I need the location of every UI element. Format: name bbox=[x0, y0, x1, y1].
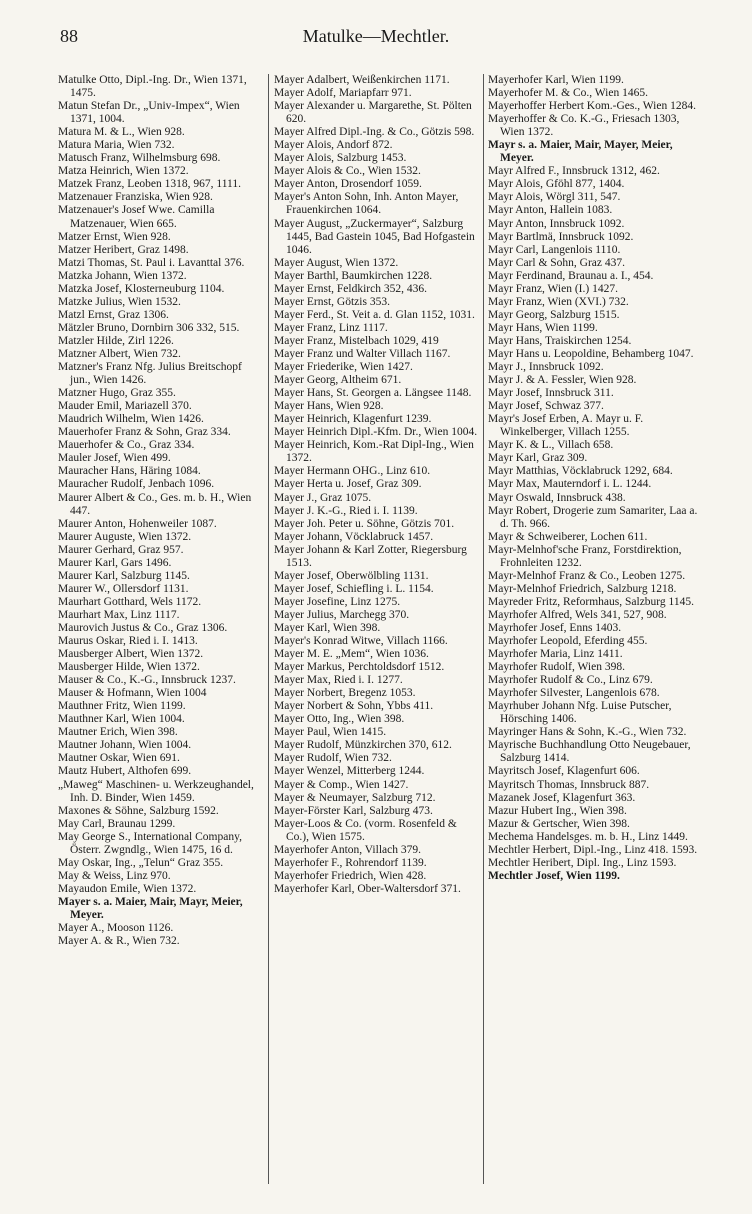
directory-entry: Mautner Erich, Wien 398. bbox=[58, 726, 178, 739]
directory-entry: Mauthner Fritz, Wien 1199. bbox=[58, 700, 186, 713]
directory-entry: Mayer's Anton Sohn, Inh. Anton Mayer, Frauenkirchen 1064. bbox=[274, 191, 459, 217]
directory-entry: Mayerhofer M. & Co., Wien 1465. bbox=[488, 87, 648, 100]
directory-entry: Mayer Franz, Mistelbach 1029, 419 bbox=[274, 334, 439, 347]
directory-entry: Mayer Friederike, Wien 1427. bbox=[274, 361, 413, 374]
directory-entry: Mausberger Hilde, Wien 1372. bbox=[58, 661, 200, 674]
directory-entry: Mayer Heinrich Dipl.-Kfm. Dr., Wien 1004. bbox=[274, 426, 478, 439]
directory-entry: Mayer & Neumayer, Salzburg 712. bbox=[274, 791, 436, 804]
directory-entry: Maurer Karl, Gars 1496. bbox=[58, 556, 172, 569]
directory-entry: Mayer Johann & Karl Zotter, Riegersburg 1513. bbox=[274, 543, 467, 569]
directory-entry: Maurhart Gotthard, Wels 1172. bbox=[58, 595, 202, 608]
directory-entry: Mayer Rudolf, Münzkirchen 370, 612. bbox=[274, 739, 452, 752]
directory-entry: Matza Heinrich, Wien 1372. bbox=[58, 165, 189, 178]
directory-entry: Mayrhofer Rudolf & Co., Linz 679. bbox=[488, 674, 653, 687]
directory-entry: Matzi Thomas, St. Paul i. Lavanttal 376. bbox=[58, 256, 245, 269]
directory-entry: Mayer Julius, Marchegg 370. bbox=[274, 608, 410, 621]
directory-entry: Mayr Josef, Schwaz 377. bbox=[488, 400, 604, 413]
directory-entry: Mayringer Hans & Sohn, K.-G., Wien 732. bbox=[488, 726, 687, 739]
directory-entry: Mayrhofer Leopold, Eferding 455. bbox=[488, 635, 648, 648]
directory-entry: May Carl, Braunau 1299. bbox=[58, 817, 176, 830]
directory-entry: Mayr Anton, Innsbruck 1092. bbox=[488, 217, 625, 230]
directory-entry: Mayer August, „Zuckermayer“, Salzburg 1445, Bad Gastein 1045, Bad Hofgastein 1046. bbox=[274, 217, 475, 256]
directory-entry: Mayr K. & L., Villach 658. bbox=[488, 439, 614, 452]
directory-entry: Mayer A. & R., Wien 732. bbox=[58, 935, 180, 948]
directory-entry: Maurer W., Ollersdorf 1131. bbox=[58, 582, 189, 595]
directory-entry: Mayrhofer Maria, Linz 1411. bbox=[488, 648, 623, 661]
directory-entry: Mayer Barthl, Baumkirchen 1228. bbox=[274, 269, 433, 282]
directory-entry: Mayer & Comp., Wien 1427. bbox=[274, 778, 409, 791]
directory-entry: Mayer Franz, Linz 1117. bbox=[274, 321, 388, 334]
directory-entry: Mauthner Karl, Wien 1004. bbox=[58, 713, 185, 726]
page-header bbox=[0, 0, 752, 60]
directory-entry: Mauerhofer Franz & Sohn, Graz 334. bbox=[58, 426, 231, 439]
directory-entry: Mayer Otto, Ing., Wien 398. bbox=[274, 713, 405, 726]
directory-entry: Mayer Heinrich, Klagenfurt 1239. bbox=[274, 413, 432, 426]
directory-entry: Mayer Alexander u. Margarethe, St. Pölten 620. bbox=[274, 100, 472, 126]
directory-entry: Mayerhoffer Herbert Kom.-Ges., Wien 1284. bbox=[488, 100, 696, 113]
directory-entry: Mayer Norbert & Sohn, Ybbs 411. bbox=[274, 700, 434, 713]
directory-entry: Mayaudon Emile, Wien 1372. bbox=[58, 882, 197, 895]
directory-entry: Mayer Hermann OHG., Linz 610. bbox=[274, 465, 431, 478]
directory-entry: Mayer Georg, Altheim 671. bbox=[274, 374, 402, 387]
directory-entry: Mauracher Hans, Häring 1084. bbox=[58, 465, 201, 478]
directory-entry: Mayritsch Josef, Klagenfurt 606. bbox=[488, 765, 640, 778]
directory-entry: Mayr Alois, Wörgl 311, 547. bbox=[488, 191, 621, 204]
directory-entry: Mayr Anton, Hallein 1083. bbox=[488, 204, 613, 217]
directory-entry: Mayer Hans, St. Georgen a. Längsee 1148. bbox=[274, 387, 472, 400]
directory-entry: Mayer M. E. „Mem“, Wien 1036. bbox=[274, 648, 429, 661]
directory-entry: Mayr Robert, Drogerie zum Samariter, Laa a. d. Th. 966. bbox=[488, 504, 698, 530]
directory-entry: Mayr Hans, Wien 1199. bbox=[488, 321, 598, 334]
directory-entry: Mayer's Konrad Witwe, Villach 1166. bbox=[274, 635, 448, 648]
directory-entry: Mazur & Gertscher, Wien 398. bbox=[488, 817, 630, 830]
directory-entry: Mechtler Josef, Wien 1199. bbox=[488, 869, 620, 882]
directory-entry: Matzner's Franz Nfg. Julius Breitschopf jun., Wien 1426. bbox=[58, 361, 242, 387]
directory-entry: Mayr Franz, Wien (XVI.) 732. bbox=[488, 295, 629, 308]
directory-entry: Mayer Ernst, Götzis 353. bbox=[274, 295, 390, 308]
directory-entry: Maxones & Söhne, Salzburg 1592. bbox=[58, 804, 219, 817]
directory-entry: Maurer Anton, Hohenweiler 1087. bbox=[58, 517, 217, 530]
directory-entry: Mausberger Albert, Wien 1372. bbox=[58, 648, 204, 661]
directory-entry: Matzner Albert, Wien 732. bbox=[58, 347, 181, 360]
directory-entry: May & Weiss, Linz 970. bbox=[58, 869, 171, 882]
directory-entry: Mayr Hans, Traiskirchen 1254. bbox=[488, 334, 632, 347]
directory-entry: Mayr's Josef Erben, A. Mayr u. F. Winkelberger, Villach 1255. bbox=[488, 413, 644, 439]
directory-entry: Mayr Alois, Gföhl 877, 1404. bbox=[488, 178, 625, 191]
directory-entry: Mazanek Josef, Klagenfurt 363. bbox=[488, 791, 636, 804]
directory-entry: Matulke Otto, Dipl.-Ing. Dr., Wien 1371, 1475. bbox=[58, 74, 247, 100]
directory-entry: Mayreder Fritz, Reformhaus, Salzburg 1145. bbox=[488, 595, 694, 608]
directory-entry: Maurhart Max, Linz 1117. bbox=[58, 608, 180, 621]
directory-entry: Mayrhuber Johann Nfg. Luise Putscher, Hörsching 1406. bbox=[488, 700, 672, 726]
directory-entry: Mayer-Förster Karl, Salzburg 473. bbox=[274, 804, 433, 817]
directory-entry: Mayer-Loos & Co. (vorm. Rosenfeld & Co.), Wien 1575. bbox=[274, 817, 457, 843]
directory-entry: Mayer Alfred Dipl.-Ing. & Co., Götzis 598. bbox=[274, 126, 475, 139]
directory-entry: „Maweg“ Maschinen- u. Werkzeughandel, Inh. D. Binder, Wien 1459. bbox=[58, 778, 254, 804]
directory-entry: Mayer Alois & Co., Wien 1532. bbox=[274, 165, 421, 178]
directory-entry: Mätzler Bruno, Dornbirn 306 332, 515. bbox=[58, 321, 240, 334]
page-title: Matulke—Mechtler. bbox=[302, 26, 450, 46]
directory-entry: Mayer Wenzel, Mitterberg 1244. bbox=[274, 765, 425, 778]
directory-entry: Mayr Hans u. Leopoldine, Behamberg 1047. bbox=[488, 347, 694, 360]
column-divider bbox=[483, 74, 484, 1184]
directory-entry: Mayer Franz und Walter Villach 1167. bbox=[274, 347, 451, 360]
directory-entry: Mayer Joh. Peter u. Söhne, Götzis 701. bbox=[274, 517, 455, 530]
directory-entry: Mayer Alois, Andorf 872. bbox=[274, 139, 393, 152]
directory-entry: Mayr Karl, Graz 309. bbox=[488, 452, 588, 465]
directory-entry: Maudrich Wilhelm, Wien 1426. bbox=[58, 413, 204, 426]
directory-entry: May Oskar, Ing., „Telun“ Graz 355. bbox=[58, 856, 224, 869]
directory-entry: Mayr Franz, Wien (I.) 1427. bbox=[488, 282, 618, 295]
directory-entry: Mayer Rudolf, Wien 732. bbox=[274, 752, 392, 765]
directory-entry: Matura Maria, Wien 732. bbox=[58, 139, 175, 152]
directory-entry: Mayrische Buchhandlung Otto Neugebauer, Salzburg 1414. bbox=[488, 739, 691, 765]
directory-entry: Mautz Hubert, Althofen 699. bbox=[58, 765, 192, 778]
directory-entry: Mayr Oswald, Innsbruck 438. bbox=[488, 491, 626, 504]
directory-entry: Mayer Markus, Perchtoldsdorf 1512. bbox=[274, 661, 445, 674]
directory-entry: Mayr Carl & Sohn, Graz 437. bbox=[488, 256, 626, 269]
column-divider bbox=[268, 74, 269, 1184]
directory-entry: Mauerhofer & Co., Graz 334. bbox=[58, 439, 195, 452]
directory-entry: Mayrhofer Rudolf, Wien 398. bbox=[488, 661, 625, 674]
directory-entry: Mayr Josef, Innsbruck 311. bbox=[488, 387, 614, 400]
directory-entry: Matzenauer's Josef Wwe. Camilla Matzenauer, Wien 665. bbox=[58, 204, 215, 230]
directory-entry: Mayerhoffer & Co. K.-G., Friesach 1303, Wien 1372. bbox=[488, 113, 680, 139]
directory-entry: Mechtler Herbert, Dipl.-Ing., Linz 418. 1593. bbox=[488, 843, 698, 856]
directory-entry: Mayr Matthias, Vöcklabruck 1292, 684. bbox=[488, 465, 673, 478]
directory-entry: Mayr J., Innsbruck 1092. bbox=[488, 361, 604, 374]
directory-entry: Mayer Johann, Vöcklabruck 1457. bbox=[274, 530, 434, 543]
directory-entry: Maurer Auguste, Wien 1372. bbox=[58, 530, 192, 543]
directory-entry: Mayr & Schweiberer, Lochen 611. bbox=[488, 530, 648, 543]
directory-entry: Mayer Josef, Oberwölbling 1131. bbox=[274, 569, 429, 582]
directory-column-3 bbox=[488, 74, 698, 1184]
directory-entry: Mayr Alfred F., Innsbruck 1312, 462. bbox=[488, 165, 660, 178]
directory-entry: Mazur Hubert Ing., Wien 398. bbox=[488, 804, 627, 817]
directory-entry: Mayer Paul, Wien 1415. bbox=[274, 726, 387, 739]
directory-entry: Mayer J., Graz 1075. bbox=[274, 491, 372, 504]
directory-entry: Mauser & Co., K.-G., Innsbruck 1237. bbox=[58, 674, 236, 687]
directory-entry: Mauder Emil, Mariazell 370. bbox=[58, 400, 192, 413]
directory-entry: Matun Stefan Dr., „Univ-Impex“, Wien 1371, 1004. bbox=[58, 100, 240, 126]
directory-entry: Matzl Ernst, Graz 1306. bbox=[58, 308, 169, 321]
directory-entry: Matzner Hugo, Graz 355. bbox=[58, 387, 176, 400]
directory-entry: Mayerhofer F., Rohrendorf 1139. bbox=[274, 856, 427, 869]
directory-entry: Mayer Josef, Schiefling i. L. 1154. bbox=[274, 582, 434, 595]
directory-entry: Maurus Oskar, Ried i. I. 1413. bbox=[58, 635, 198, 648]
directory-entry: Mautner Johann, Wien 1004. bbox=[58, 739, 192, 752]
directory-entry: Mayer A., Mooson 1126. bbox=[58, 922, 174, 935]
directory-entry: Mayr Max, Mauterndorf i. L. 1244. bbox=[488, 478, 652, 491]
directory-entry: Mauler Josef, Wien 499. bbox=[58, 452, 171, 465]
directory-entry: Maurer Karl, Salzburg 1145. bbox=[58, 569, 190, 582]
directory-entry: Matusch Franz, Wilhelmsburg 698. bbox=[58, 152, 221, 165]
directory-entry: Mechtler Heribert, Dipl. Ing., Linz 1593. bbox=[488, 856, 677, 869]
directory-entry: Mayer J. K.-G., Ried i. I. 1139. bbox=[274, 504, 418, 517]
directory-entry: Matzka Josef, Klosterneuburg 1104. bbox=[58, 282, 225, 295]
page-number: 88 bbox=[60, 26, 78, 46]
directory-entry: Mayer Norbert, Bregenz 1053. bbox=[274, 687, 416, 700]
directory-column-2 bbox=[274, 74, 480, 1184]
directory-entry: Mayer Max, Ried i. I. 1277. bbox=[274, 674, 403, 687]
directory-entry: Mayer s. a. Maier, Mair, Mayr, Meier, Meyer. bbox=[58, 895, 243, 921]
directory-entry: Mayer Herta u. Josef, Graz 309. bbox=[274, 478, 422, 491]
directory-entry: Mayerhofer Karl, Ober-Waltersdorf 371. bbox=[274, 882, 461, 895]
directory-entry: Mayer Alois, Salzburg 1453. bbox=[274, 152, 407, 165]
directory-entry: Matzke Julius, Wien 1532. bbox=[58, 295, 181, 308]
directory-entry: Mayr-Melnhof Friedrich, Salzburg 1218. bbox=[488, 582, 677, 595]
directory-entry: Mayr s. a. Maier, Mair, Mayer, Meier, Meyer. bbox=[488, 139, 673, 165]
directory-entry: Mayrhofer Silvester, Langenlois 678. bbox=[488, 687, 660, 700]
directory-entry: Matzka Johann, Wien 1372. bbox=[58, 269, 187, 282]
directory-entry: Mayr Georg, Salzburg 1515. bbox=[488, 308, 620, 321]
directory-entry: Mauser & Hofmann, Wien 1004 bbox=[58, 687, 207, 700]
directory-entry: Mayer August, Wien 1372. bbox=[274, 256, 399, 269]
directory-entry: Mechema Handelsges. m. b. H., Linz 1449. bbox=[488, 830, 688, 843]
directory-entry: Mayer Hans, Wien 928. bbox=[274, 400, 384, 413]
directory-entry: Matzer Ernst, Wien 928. bbox=[58, 230, 171, 243]
directory-entry: Mautner Oskar, Wien 691. bbox=[58, 752, 180, 765]
directory-entry: Mayr J. & A. Fessler, Wien 928. bbox=[488, 374, 637, 387]
directory-entry: Mayerhofer Friedrich, Wien 428. bbox=[274, 869, 427, 882]
directory-entry: Mayer Adolf, Mariapfarr 971. bbox=[274, 87, 412, 100]
directory-entry: Matura M. & L., Wien 928. bbox=[58, 126, 185, 139]
directory-entry: Mayritsch Thomas, Innsbruck 887. bbox=[488, 778, 650, 791]
directory-entry: Mauracher Rudolf, Jenbach 1096. bbox=[58, 478, 215, 491]
directory-entry: Matzler Hilde, Zirl 1226. bbox=[58, 334, 174, 347]
directory-entry: Matzer Heribert, Graz 1498. bbox=[58, 243, 189, 256]
directory-entry: Maurer Albert & Co., Ges. m. b. H., Wien 447. bbox=[58, 491, 252, 517]
directory-entry: Mayr-Melnhof Franz & Co., Leoben 1275. bbox=[488, 569, 686, 582]
directory-entry: Mayer Josefine, Linz 1275. bbox=[274, 595, 401, 608]
directory-entry: Mayr Carl, Langenlois 1110. bbox=[488, 243, 621, 256]
directory-entry: Mayrhofer Alfred, Wels 341, 527, 908. bbox=[488, 608, 667, 621]
directory-entry: Matzenauer Franziska, Wien 928. bbox=[58, 191, 213, 204]
directory-entry: Mayerhofer Karl, Wien 1199. bbox=[488, 74, 624, 86]
directory-entry: Mayr-Melnhof'sche Franz, Forstdirektion, Frohnleiten 1232. bbox=[488, 543, 682, 569]
directory-entry: Mayer Karl, Wien 398. bbox=[274, 621, 381, 634]
directory-entry: Mayr Bartlmä, Innsbruck 1092. bbox=[488, 230, 634, 243]
directory-entry: Mayer Adalbert, Weißenkirchen 1171. bbox=[274, 74, 450, 86]
directory-entry: Mayer Ernst, Feldkirch 352, 436. bbox=[274, 282, 427, 295]
directory-entry: Mayrhofer Josef, Enns 1403. bbox=[488, 621, 622, 634]
directory-entry: Mayer Anton, Drosendorf 1059. bbox=[274, 178, 422, 191]
directory-column-1 bbox=[58, 74, 262, 1184]
directory-entry: Mayr Ferdinand, Braunau a. I., 454. bbox=[488, 269, 654, 282]
directory-entry: Maurovich Justus & Co., Graz 1306. bbox=[58, 621, 228, 634]
directory-entry: Mayer Heinrich, Kom.-Rat Dipl-Ing., Wien 1372. bbox=[274, 439, 474, 465]
directory-entry: Mayerhofer Anton, Villach 379. bbox=[274, 843, 421, 856]
directory-entry: Matzek Franz, Leoben 1318, 967, 1111. bbox=[58, 178, 241, 191]
directory-entry: May George S., International Company, Österr. Zwgndlg., Wien 1475, 16 d. bbox=[58, 830, 242, 856]
directory-entry: Maurer Gerhard, Graz 957. bbox=[58, 543, 184, 556]
directory-entry: Mayer Ferd., St. Veit a. d. Glan 1152, 1031. bbox=[274, 308, 475, 321]
